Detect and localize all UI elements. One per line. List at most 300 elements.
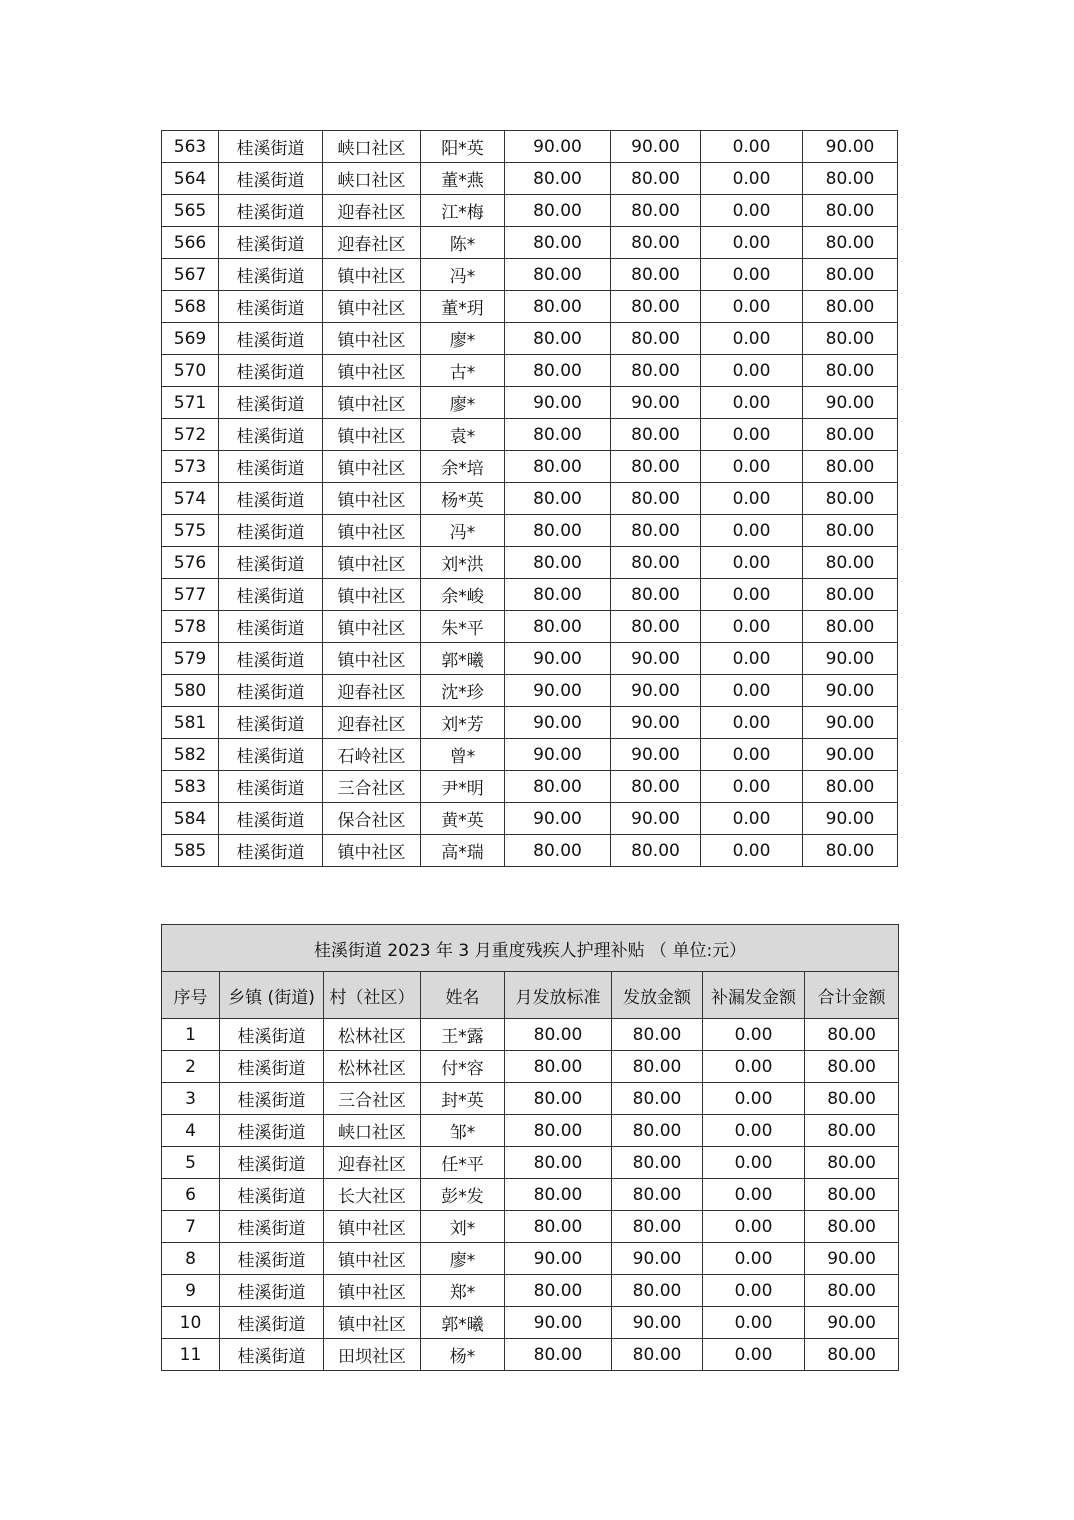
header-total: 合计金额 xyxy=(805,972,899,1019)
cell-index: 584 xyxy=(162,803,219,835)
table-row xyxy=(162,195,898,227)
cell-township: 桂溪街道 xyxy=(220,1243,324,1275)
cell-total: 80.00 xyxy=(803,483,898,515)
cell-township: 桂溪街道 xyxy=(219,355,323,387)
cell-name: 董*燕 xyxy=(421,163,505,195)
cell-monthly-standard: 80.00 xyxy=(505,163,611,195)
cell-total: 80.00 xyxy=(803,771,898,803)
cell-amount: 90.00 xyxy=(611,739,701,771)
cell-township: 桂溪街道 xyxy=(219,419,323,451)
cell-amount: 80.00 xyxy=(611,259,701,291)
cell-community: 镇中社区 xyxy=(323,611,421,643)
cell-name: 高*瑞 xyxy=(421,835,505,867)
cell-community: 镇中社区 xyxy=(323,387,421,419)
cell-total: 80.00 xyxy=(805,1275,899,1307)
cell-monthly-standard: 80.00 xyxy=(505,1147,612,1179)
header-index: 序号 xyxy=(162,972,220,1019)
cell-community: 田坝社区 xyxy=(324,1339,421,1371)
cell-supplement: 0.00 xyxy=(703,1147,805,1179)
cell-name: 廖* xyxy=(421,323,505,355)
table-row xyxy=(162,1339,899,1371)
cell-amount: 80.00 xyxy=(611,611,701,643)
cell-monthly-standard: 80.00 xyxy=(505,515,611,547)
table-row xyxy=(162,611,898,643)
table-row xyxy=(162,1115,899,1147)
cell-community: 镇中社区 xyxy=(323,835,421,867)
cell-index: 566 xyxy=(162,227,219,259)
table-row xyxy=(162,163,898,195)
cell-name: 曾* xyxy=(421,739,505,771)
cell-community: 迎春社区 xyxy=(324,1147,421,1179)
cell-amount: 80.00 xyxy=(612,1051,703,1083)
cell-community: 石岭社区 xyxy=(323,739,421,771)
cell-township: 桂溪街道 xyxy=(219,131,323,163)
cell-township: 桂溪街道 xyxy=(220,1019,324,1051)
cell-total: 90.00 xyxy=(803,707,898,739)
cell-supplement: 0.00 xyxy=(701,419,803,451)
cell-amount: 80.00 xyxy=(612,1083,703,1115)
cell-total: 80.00 xyxy=(805,1083,899,1115)
cell-index: 579 xyxy=(162,643,219,675)
cell-name: 江*梅 xyxy=(421,195,505,227)
cell-name: 朱*平 xyxy=(421,611,505,643)
table-row xyxy=(162,483,898,515)
cell-supplement: 0.00 xyxy=(703,1179,805,1211)
cell-monthly-standard: 90.00 xyxy=(505,675,611,707)
cell-amount: 90.00 xyxy=(612,1243,703,1275)
cell-monthly-standard: 80.00 xyxy=(505,355,611,387)
cell-index: 3 xyxy=(162,1083,220,1115)
cell-supplement: 0.00 xyxy=(701,259,803,291)
header-monthly-standard: 月发放标准 xyxy=(505,972,612,1019)
cell-total: 80.00 xyxy=(805,1339,899,1371)
cell-name: 陈* xyxy=(421,227,505,259)
cell-township: 桂溪街道 xyxy=(219,643,323,675)
cell-amount: 80.00 xyxy=(612,1147,703,1179)
cell-community: 镇中社区 xyxy=(323,291,421,323)
cell-name: 王*露 xyxy=(421,1019,505,1051)
cell-supplement: 0.00 xyxy=(701,579,803,611)
cell-township: 桂溪街道 xyxy=(219,515,323,547)
cell-total: 90.00 xyxy=(803,675,898,707)
cell-supplement: 0.00 xyxy=(703,1115,805,1147)
table-row xyxy=(162,1179,899,1211)
cell-total: 90.00 xyxy=(803,131,898,163)
cell-amount: 80.00 xyxy=(611,291,701,323)
cell-township: 桂溪街道 xyxy=(219,803,323,835)
cell-monthly-standard: 90.00 xyxy=(505,643,611,675)
cell-township: 桂溪街道 xyxy=(220,1051,324,1083)
cell-total: 80.00 xyxy=(803,419,898,451)
table-row xyxy=(162,227,898,259)
cell-monthly-standard: 80.00 xyxy=(505,195,611,227)
cell-monthly-standard: 80.00 xyxy=(505,1019,612,1051)
cell-community: 迎春社区 xyxy=(323,227,421,259)
cell-township: 桂溪街道 xyxy=(219,771,323,803)
cell-amount: 80.00 xyxy=(611,547,701,579)
cell-amount: 80.00 xyxy=(611,227,701,259)
cell-name: 郭*曦 xyxy=(421,643,505,675)
cell-index: 7 xyxy=(162,1211,220,1243)
cell-monthly-standard: 80.00 xyxy=(505,1083,612,1115)
cell-total: 80.00 xyxy=(805,1179,899,1211)
cell-community: 保合社区 xyxy=(323,803,421,835)
cell-amount: 80.00 xyxy=(611,163,701,195)
cell-amount: 90.00 xyxy=(611,643,701,675)
cell-total: 80.00 xyxy=(803,291,898,323)
header-name: 姓名 xyxy=(421,972,505,1019)
cell-supplement: 0.00 xyxy=(703,1307,805,1339)
cell-community: 松林社区 xyxy=(324,1019,421,1051)
cell-amount: 80.00 xyxy=(611,323,701,355)
cell-index: 572 xyxy=(162,419,219,451)
cell-township: 桂溪街道 xyxy=(219,195,323,227)
cell-name: 任*平 xyxy=(421,1147,505,1179)
cell-monthly-standard: 80.00 xyxy=(505,1211,612,1243)
cell-supplement: 0.00 xyxy=(701,707,803,739)
cell-index: 574 xyxy=(162,483,219,515)
cell-township: 桂溪街道 xyxy=(219,707,323,739)
cell-community: 镇中社区 xyxy=(323,419,421,451)
table-row xyxy=(162,803,898,835)
cell-community: 镇中社区 xyxy=(324,1243,421,1275)
cell-index: 581 xyxy=(162,707,219,739)
cell-monthly-standard: 80.00 xyxy=(505,835,611,867)
cell-community: 镇中社区 xyxy=(324,1211,421,1243)
cell-index: 567 xyxy=(162,259,219,291)
cell-index: 2 xyxy=(162,1051,220,1083)
cell-community: 迎春社区 xyxy=(323,195,421,227)
cell-community: 镇中社区 xyxy=(323,259,421,291)
cell-amount: 80.00 xyxy=(611,835,701,867)
cell-index: 585 xyxy=(162,835,219,867)
cell-total: 80.00 xyxy=(805,1211,899,1243)
cell-township: 桂溪街道 xyxy=(220,1339,324,1371)
table-row xyxy=(162,1019,899,1051)
cell-index: 6 xyxy=(162,1179,220,1211)
cell-township: 桂溪街道 xyxy=(219,739,323,771)
cell-total: 90.00 xyxy=(803,739,898,771)
cell-amount: 90.00 xyxy=(611,131,701,163)
cell-name: 尹*明 xyxy=(421,771,505,803)
cell-monthly-standard: 90.00 xyxy=(505,131,611,163)
cell-total: 80.00 xyxy=(803,163,898,195)
cell-total: 90.00 xyxy=(803,803,898,835)
table-row xyxy=(162,291,898,323)
cell-name: 廖* xyxy=(421,1243,505,1275)
cell-total: 80.00 xyxy=(803,547,898,579)
cell-monthly-standard: 90.00 xyxy=(505,707,611,739)
table-row xyxy=(162,579,898,611)
cell-total: 90.00 xyxy=(805,1307,899,1339)
cell-index: 575 xyxy=(162,515,219,547)
table-row xyxy=(162,355,898,387)
cell-supplement: 0.00 xyxy=(701,611,803,643)
cell-community: 长大社区 xyxy=(324,1179,421,1211)
cell-township: 桂溪街道 xyxy=(219,387,323,419)
cell-supplement: 0.00 xyxy=(701,323,803,355)
cell-total: 80.00 xyxy=(803,579,898,611)
cell-township: 桂溪街道 xyxy=(220,1179,324,1211)
cell-township: 桂溪街道 xyxy=(220,1275,324,1307)
cell-amount: 80.00 xyxy=(611,483,701,515)
subsidy-table xyxy=(161,924,899,1371)
cell-community: 镇中社区 xyxy=(324,1307,421,1339)
cell-community: 镇中社区 xyxy=(323,643,421,675)
cell-supplement: 0.00 xyxy=(701,227,803,259)
cell-community: 迎春社区 xyxy=(323,675,421,707)
cell-township: 桂溪街道 xyxy=(219,227,323,259)
cell-supplement: 0.00 xyxy=(703,1083,805,1115)
table-row xyxy=(162,451,898,483)
cell-monthly-standard: 80.00 xyxy=(505,1339,612,1371)
cell-name: 余*培 xyxy=(421,451,505,483)
cell-total: 80.00 xyxy=(803,227,898,259)
cell-name: 董*玥 xyxy=(421,291,505,323)
cell-monthly-standard: 80.00 xyxy=(505,291,611,323)
cell-name: 郭*曦 xyxy=(421,1307,505,1339)
table-row xyxy=(162,1083,899,1115)
header-township: 乡镇 (街道) xyxy=(220,972,324,1019)
cell-township: 桂溪街道 xyxy=(220,1147,324,1179)
cell-name: 杨* xyxy=(421,1339,505,1371)
cell-supplement: 0.00 xyxy=(701,163,803,195)
cell-total: 80.00 xyxy=(803,611,898,643)
table-row xyxy=(162,835,898,867)
cell-monthly-standard: 90.00 xyxy=(505,1243,612,1275)
cell-index: 565 xyxy=(162,195,219,227)
header-row xyxy=(162,972,899,1019)
cell-supplement: 0.00 xyxy=(701,803,803,835)
cell-index: 583 xyxy=(162,771,219,803)
cell-monthly-standard: 80.00 xyxy=(505,451,611,483)
cell-total: 80.00 xyxy=(805,1147,899,1179)
cell-supplement: 0.00 xyxy=(703,1339,805,1371)
cell-supplement: 0.00 xyxy=(701,515,803,547)
cell-index: 564 xyxy=(162,163,219,195)
table-body xyxy=(162,1019,899,1371)
cell-community: 迎春社区 xyxy=(323,707,421,739)
cell-supplement: 0.00 xyxy=(701,195,803,227)
cell-township: 桂溪街道 xyxy=(220,1083,324,1115)
cell-community: 镇中社区 xyxy=(323,579,421,611)
header-amount: 发放金额 xyxy=(612,972,703,1019)
cell-index: 576 xyxy=(162,547,219,579)
table-row xyxy=(162,515,898,547)
table-row xyxy=(162,643,898,675)
cell-total: 80.00 xyxy=(803,323,898,355)
table-row xyxy=(162,1211,899,1243)
cell-monthly-standard: 90.00 xyxy=(505,1307,612,1339)
cell-supplement: 0.00 xyxy=(701,387,803,419)
cell-supplement: 0.00 xyxy=(703,1019,805,1051)
cell-township: 桂溪街道 xyxy=(219,259,323,291)
cell-index: 569 xyxy=(162,323,219,355)
cell-supplement: 0.00 xyxy=(701,643,803,675)
cell-name: 黄*英 xyxy=(421,803,505,835)
cell-name: 沈*珍 xyxy=(421,675,505,707)
cell-community: 镇中社区 xyxy=(323,355,421,387)
cell-supplement: 0.00 xyxy=(701,739,803,771)
cell-monthly-standard: 90.00 xyxy=(505,387,611,419)
cell-amount: 80.00 xyxy=(612,1211,703,1243)
cell-supplement: 0.00 xyxy=(703,1211,805,1243)
cell-monthly-standard: 90.00 xyxy=(505,739,611,771)
cell-amount: 80.00 xyxy=(611,771,701,803)
cell-community: 峡口社区 xyxy=(323,163,421,195)
table-row xyxy=(162,387,898,419)
cell-community: 峡口社区 xyxy=(324,1115,421,1147)
cell-name: 冯* xyxy=(421,515,505,547)
cell-monthly-standard: 80.00 xyxy=(505,323,611,355)
cell-index: 5 xyxy=(162,1147,220,1179)
table-row xyxy=(162,1243,899,1275)
cell-index: 578 xyxy=(162,611,219,643)
cell-name: 袁* xyxy=(421,419,505,451)
cell-total: 80.00 xyxy=(803,259,898,291)
table-title: 桂溪街道 2023 年 3 月重度残疾人护理补贴 （ 单位:元） xyxy=(162,925,899,972)
cell-township: 桂溪街道 xyxy=(219,835,323,867)
table-row xyxy=(162,1051,899,1083)
table-row xyxy=(162,771,898,803)
table-row xyxy=(162,419,898,451)
cell-amount: 90.00 xyxy=(611,803,701,835)
cell-community: 峡口社区 xyxy=(323,131,421,163)
cell-monthly-standard: 80.00 xyxy=(505,1275,612,1307)
cell-amount: 80.00 xyxy=(612,1115,703,1147)
cell-community: 镇中社区 xyxy=(323,451,421,483)
cell-total: 80.00 xyxy=(805,1019,899,1051)
cell-total: 80.00 xyxy=(803,515,898,547)
cell-name: 邹* xyxy=(421,1115,505,1147)
header-supplement: 补漏发金额 xyxy=(703,972,805,1019)
cell-community: 三合社区 xyxy=(323,771,421,803)
cell-index: 582 xyxy=(162,739,219,771)
table-row xyxy=(162,739,898,771)
table-row xyxy=(162,131,898,163)
cell-community: 镇中社区 xyxy=(323,323,421,355)
cell-index: 573 xyxy=(162,451,219,483)
cell-amount: 80.00 xyxy=(611,515,701,547)
cell-supplement: 0.00 xyxy=(701,291,803,323)
cell-community: 镇中社区 xyxy=(323,515,421,547)
cell-name: 冯* xyxy=(421,259,505,291)
cell-index: 11 xyxy=(162,1339,220,1371)
cell-total: 80.00 xyxy=(803,355,898,387)
cell-monthly-standard: 80.00 xyxy=(505,1179,612,1211)
cell-supplement: 0.00 xyxy=(701,675,803,707)
table-row xyxy=(162,1275,899,1307)
cell-community: 松林社区 xyxy=(324,1051,421,1083)
cell-index: 10 xyxy=(162,1307,220,1339)
cell-total: 90.00 xyxy=(805,1243,899,1275)
cell-total: 80.00 xyxy=(803,835,898,867)
cell-index: 580 xyxy=(162,675,219,707)
table-row xyxy=(162,707,898,739)
cell-supplement: 0.00 xyxy=(701,835,803,867)
cell-township: 桂溪街道 xyxy=(219,451,323,483)
cell-total: 80.00 xyxy=(803,451,898,483)
header-community: 村（社区） xyxy=(324,972,421,1019)
cell-name: 阳*英 xyxy=(421,131,505,163)
cell-name: 郑* xyxy=(421,1275,505,1307)
cell-amount: 80.00 xyxy=(612,1339,703,1371)
cell-index: 568 xyxy=(162,291,219,323)
cell-township: 桂溪街道 xyxy=(220,1115,324,1147)
cell-amount: 80.00 xyxy=(611,195,701,227)
cell-name: 古* xyxy=(421,355,505,387)
cell-monthly-standard: 80.00 xyxy=(505,547,611,579)
cell-community: 三合社区 xyxy=(324,1083,421,1115)
cell-index: 577 xyxy=(162,579,219,611)
cell-monthly-standard: 90.00 xyxy=(505,803,611,835)
table-row xyxy=(162,675,898,707)
cell-index: 563 xyxy=(162,131,219,163)
cell-supplement: 0.00 xyxy=(703,1051,805,1083)
cell-total: 80.00 xyxy=(805,1115,899,1147)
cell-name: 余*峻 xyxy=(421,579,505,611)
cell-community: 镇中社区 xyxy=(324,1275,421,1307)
cell-supplement: 0.00 xyxy=(701,771,803,803)
cell-monthly-standard: 80.00 xyxy=(505,771,611,803)
cell-community: 镇中社区 xyxy=(323,547,421,579)
cell-township: 桂溪街道 xyxy=(220,1307,324,1339)
cell-amount: 90.00 xyxy=(612,1307,703,1339)
cell-supplement: 0.00 xyxy=(703,1275,805,1307)
table-row xyxy=(162,1307,899,1339)
cell-name: 刘*芳 xyxy=(421,707,505,739)
table-row xyxy=(162,259,898,291)
cell-township: 桂溪街道 xyxy=(219,163,323,195)
cell-name: 廖* xyxy=(421,387,505,419)
cell-amount: 90.00 xyxy=(611,675,701,707)
cell-monthly-standard: 80.00 xyxy=(505,1051,612,1083)
cell-township: 桂溪街道 xyxy=(219,323,323,355)
table-row xyxy=(162,323,898,355)
cell-index: 1 xyxy=(162,1019,220,1051)
cell-township: 桂溪街道 xyxy=(219,675,323,707)
cell-index: 9 xyxy=(162,1275,220,1307)
cell-township: 桂溪街道 xyxy=(219,579,323,611)
continued-subsidy-table xyxy=(161,130,898,867)
cell-amount: 90.00 xyxy=(611,387,701,419)
cell-community: 镇中社区 xyxy=(323,483,421,515)
cell-monthly-standard: 80.00 xyxy=(505,419,611,451)
cell-name: 刘*洪 xyxy=(421,547,505,579)
cell-amount: 80.00 xyxy=(611,579,701,611)
cell-total: 90.00 xyxy=(803,643,898,675)
continued-table-body xyxy=(162,131,898,867)
cell-township: 桂溪街道 xyxy=(219,483,323,515)
cell-name: 刘* xyxy=(421,1211,505,1243)
table-row xyxy=(162,547,898,579)
cell-total: 80.00 xyxy=(803,195,898,227)
cell-total: 80.00 xyxy=(805,1051,899,1083)
cell-monthly-standard: 80.00 xyxy=(505,227,611,259)
cell-index: 8 xyxy=(162,1243,220,1275)
cell-index: 571 xyxy=(162,387,219,419)
cell-name: 杨*英 xyxy=(421,483,505,515)
cell-monthly-standard: 80.00 xyxy=(505,483,611,515)
cell-monthly-standard: 80.00 xyxy=(505,259,611,291)
cell-township: 桂溪街道 xyxy=(219,547,323,579)
cell-amount: 90.00 xyxy=(611,707,701,739)
cell-name: 封*英 xyxy=(421,1083,505,1115)
cell-supplement: 0.00 xyxy=(701,131,803,163)
cell-supplement: 0.00 xyxy=(701,547,803,579)
cell-township: 桂溪街道 xyxy=(220,1211,324,1243)
table-row xyxy=(162,1147,899,1179)
